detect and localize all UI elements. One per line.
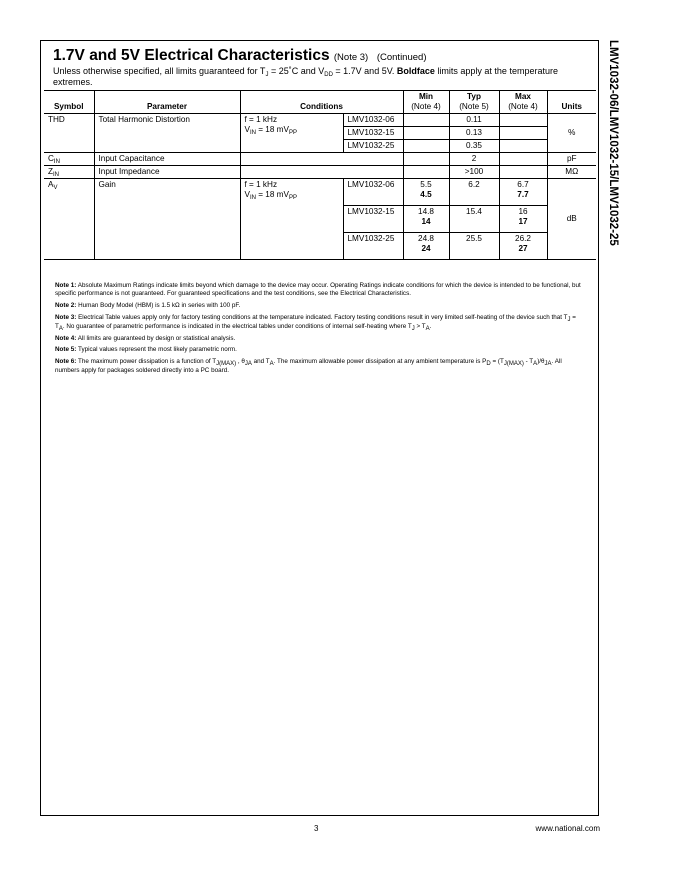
thd-device: LMV1032-25 (343, 140, 403, 153)
header-max: Max (Note 4) (499, 91, 547, 114)
header-symbol: Symbol (44, 91, 94, 114)
thd-device: LMV1032-15 (343, 127, 403, 140)
website-url: www.national.com (535, 824, 600, 833)
thd-typ: 0.35 (449, 140, 499, 153)
content-frame (40, 40, 599, 816)
thd-typ: 0.11 (449, 114, 499, 127)
gain-device: LMV1032-15 (343, 206, 403, 233)
header-units: Units (547, 91, 596, 114)
cin-symbol: $C_{IN}$ (44, 153, 94, 166)
cin-units: pF (547, 153, 596, 166)
note-3: Note 3: Electrical Table values apply only for factory testing conditions at the temperature indicated. Factory testing conditions result in very limited self-heating of the device such that $T_J = T_A$. No guarantee of parametric performance is indicated in the electrical tables under conditions of internal self-heating where $T_J > T_A$. (55, 314, 576, 332)
thd-symbol: THD (44, 114, 94, 153)
thd-typ: 0.13 (449, 127, 499, 140)
zin-parameter: Input Impedance (94, 166, 240, 179)
zin-typ: >100 (449, 166, 499, 179)
header-min: Min (Note 4) (403, 91, 449, 114)
gain-min: 5.5 4.5 (403, 179, 449, 206)
zin-symbol: $Z_{IN}$ (44, 166, 94, 179)
gain-max: 16 17 (499, 206, 547, 233)
page-number: 3 (314, 824, 319, 833)
thd-parameter: Total Harmonic Distortion (94, 114, 240, 153)
gain-typ: 6.2 (449, 179, 499, 206)
notes-section (55, 282, 585, 379)
gain-symbol: $A_V$ (44, 179, 94, 260)
thd-units: % (547, 114, 596, 153)
note-2: Note 2: Human Body Model (HBM) is 1.5 kΩ in series with 100 pF. (55, 302, 241, 310)
electrical-characteristics-table (44, 90, 596, 260)
gain-typ: 15.4 (449, 206, 499, 233)
note-1: Note 1: Absolute Maximum Ratings indicate limits beyond which damage to the device may occur. Operating Ratings indicate conditions for which the device is intended to be functional, but specific performance is not guaranteed. For guaranteed specifications and the test conditions, see the Electrical Characteristics. (55, 282, 581, 298)
gain-typ: 25.5 (449, 233, 499, 260)
cin-parameter: Input Capacitance (94, 153, 240, 166)
zin-units: MΩ (547, 166, 596, 179)
gain-min: 24.8 24 (403, 233, 449, 260)
header-typ: Typ (Note 5) (449, 91, 499, 114)
table-row (44, 166, 596, 179)
gain-units: dB (547, 179, 596, 260)
thd-conditions: f = 1 kHz $V_{IN} = 18$ $mV_{PP}$ (240, 114, 343, 153)
gain-conditions: f = 1 kHz $V_{IN} = 18$ $mV_{PP}$ (240, 179, 343, 260)
header-conditions: Conditions (240, 91, 403, 114)
gain-max: 26.2 27 (499, 233, 547, 260)
gain-device: LMV1032-25 (343, 233, 403, 260)
note-4: Note 4: All limits are guaranteed by design or statistical analysis. (55, 334, 236, 342)
section-title: 1.7V and 5V Electrical Characteristics (Note 3) (Continued) (53, 47, 427, 64)
gain-parameter: Gain (94, 179, 240, 260)
intro-text: Unless otherwise specified, all limits guaranteed for $T_J$ = 25˚C and $V_{DD} = 1.7V$ and 5V. Boldface limits apply at the temperature extremes. (53, 66, 558, 87)
title-continued: (Continued) (376, 52, 427, 63)
side-title: LMV1032-06/LMV1032-15/LMV1032-25 (607, 40, 619, 246)
thd-device: LMV1032-06 (343, 114, 403, 127)
title-note: (Note 3) (333, 52, 369, 63)
table-header-row (44, 91, 596, 114)
gain-device: LMV1032-06 (343, 179, 403, 206)
note-6: Note 6: The maximum power dissipation is a function of $T_{J(MAX)}$ , $\theta_{JA}$ and $T_A$. The maximum allowable power dissipation at any ambient temperature is $P_D = (T_{J(MAX)} - T_A)/\theta_{JA}$. All numbers apply for packages soldered directly into a PC board. (55, 358, 562, 374)
table-row (44, 179, 596, 206)
cin-typ: 2 (449, 153, 499, 166)
table-row (44, 114, 596, 127)
table-row (44, 153, 596, 166)
gain-min: 14.8 14 (403, 206, 449, 233)
note-5: Note 5: Typical values represent the most likely parametric norm. (55, 346, 237, 354)
header-parameter: Parameter (94, 91, 240, 114)
gain-max: 6.7 7.7 (499, 179, 547, 206)
